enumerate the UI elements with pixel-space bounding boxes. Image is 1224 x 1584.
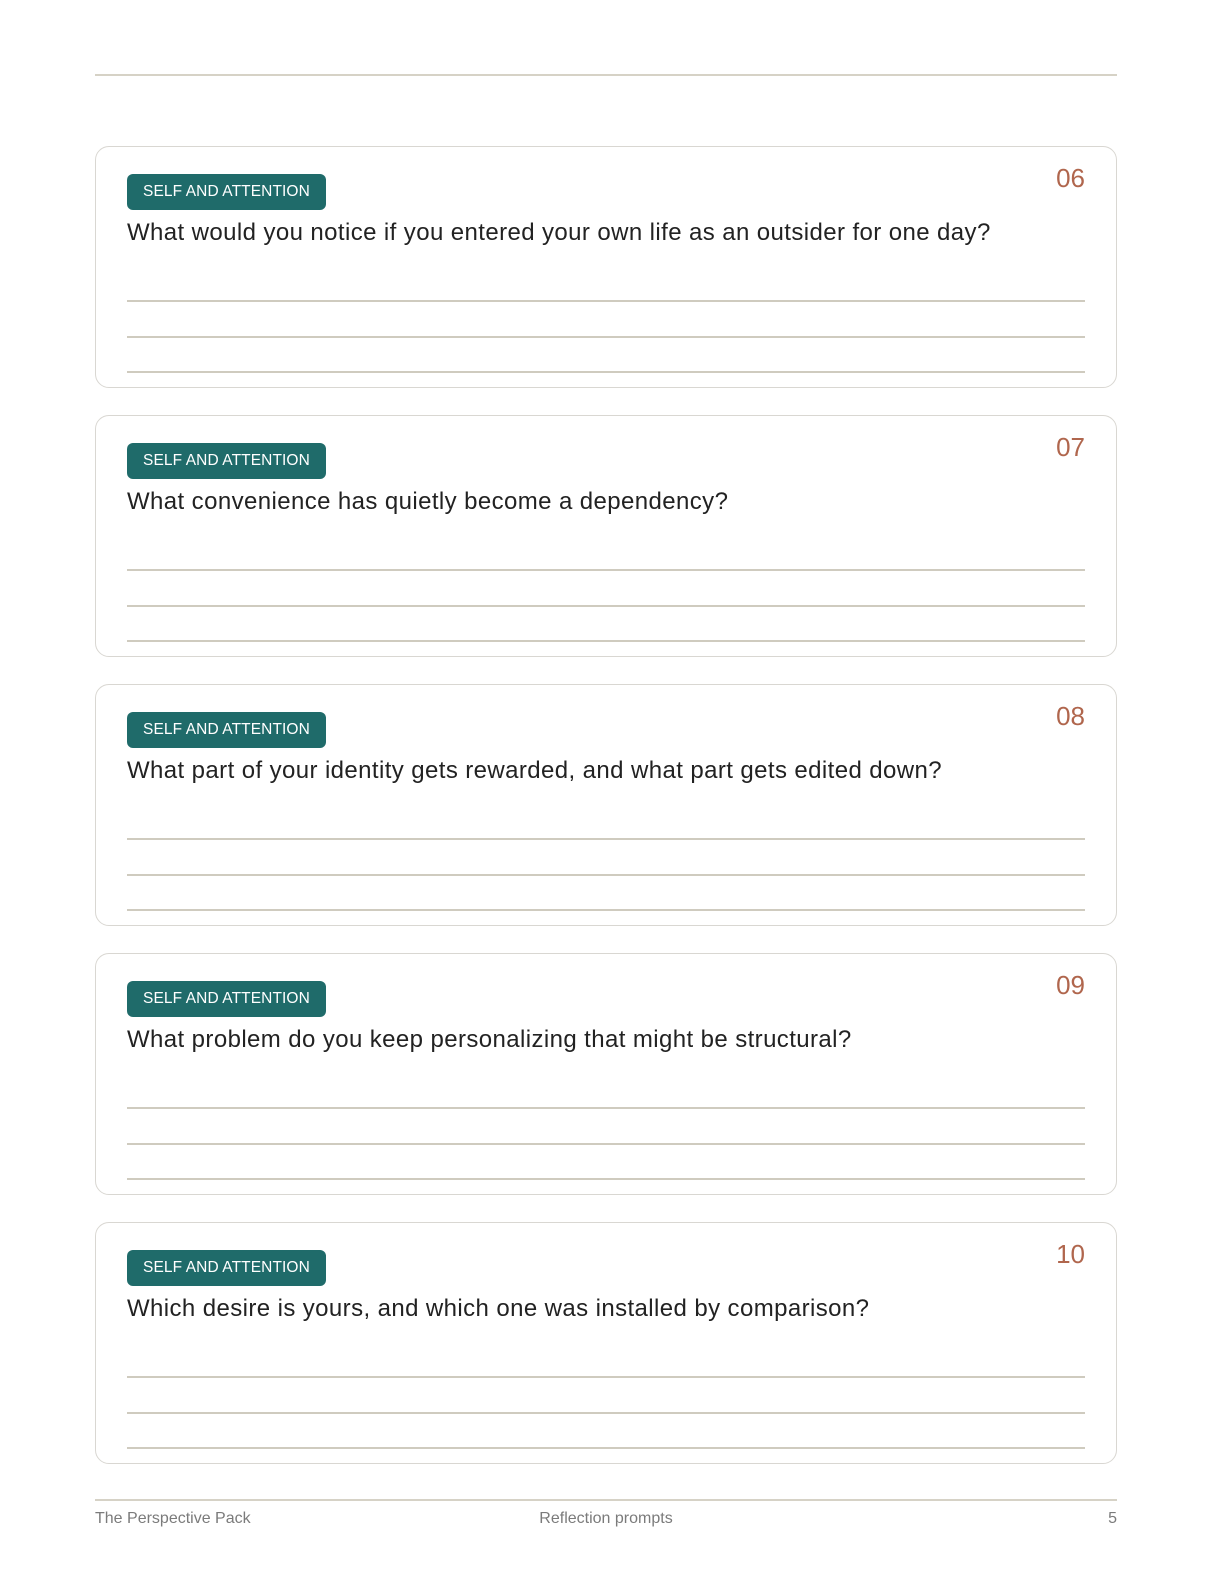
answer-lines[interactable] [127,1107,1085,1214]
footer-divider [95,1499,1117,1501]
answer-line [127,838,1085,840]
answer-line [127,371,1085,373]
answer-line [127,605,1085,607]
category-badge: SELF AND ATTENTION [127,981,326,1017]
prompt-question: What would you notice if you entered your own life as an outsider for one day? [127,219,991,246]
prompt-question: What problem do you keep personalizing that might be structural? [127,1026,852,1053]
category-badge: SELF AND ATTENTION [127,443,326,479]
answer-line [127,1412,1085,1414]
answer-line [127,336,1085,338]
prompt-question: What convenience has quietly become a dependency? [127,488,729,515]
prompt-number: 08 [1056,701,1085,731]
answer-line [127,1107,1085,1109]
answer-line [127,1143,1085,1145]
prompt-card [95,1222,1117,1464]
prompt-number: 10 [1056,1239,1085,1269]
answer-lines[interactable] [127,569,1085,676]
prompt-question: What part of your identity gets rewarded, and what part gets edited down? [127,757,942,784]
category-badge: SELF AND ATTENTION [127,1250,326,1286]
answer-line [127,569,1085,571]
prompt-number: 06 [1056,163,1085,193]
category-badge: SELF AND ATTENTION [127,712,326,748]
category-badge: SELF AND ATTENTION [127,174,326,210]
answer-line [127,640,1085,642]
footer-title: The Perspective Pack [95,1510,251,1527]
prompt-card [95,146,1117,388]
answer-line [127,1376,1085,1378]
prompt-number: 07 [1056,432,1085,462]
prompt-card [95,415,1117,657]
answer-line [127,874,1085,876]
answer-line [127,300,1085,302]
footer-section: Reflection prompts [539,1510,673,1527]
prompt-card-list [95,146,1117,1491]
prompt-card [95,684,1117,926]
answer-lines[interactable] [127,838,1085,945]
header-divider [95,74,1117,76]
answer-line [127,1447,1085,1449]
answer-lines[interactable] [127,1376,1085,1483]
answer-line [127,909,1085,911]
prompt-question: Which desire is yours, and which one was installed by comparison? [127,1295,870,1322]
answer-line [127,1178,1085,1180]
answer-lines[interactable] [127,300,1085,407]
page-number: 5 [1108,1510,1117,1527]
prompt-number: 09 [1056,970,1085,1000]
prompt-card [95,953,1117,1195]
